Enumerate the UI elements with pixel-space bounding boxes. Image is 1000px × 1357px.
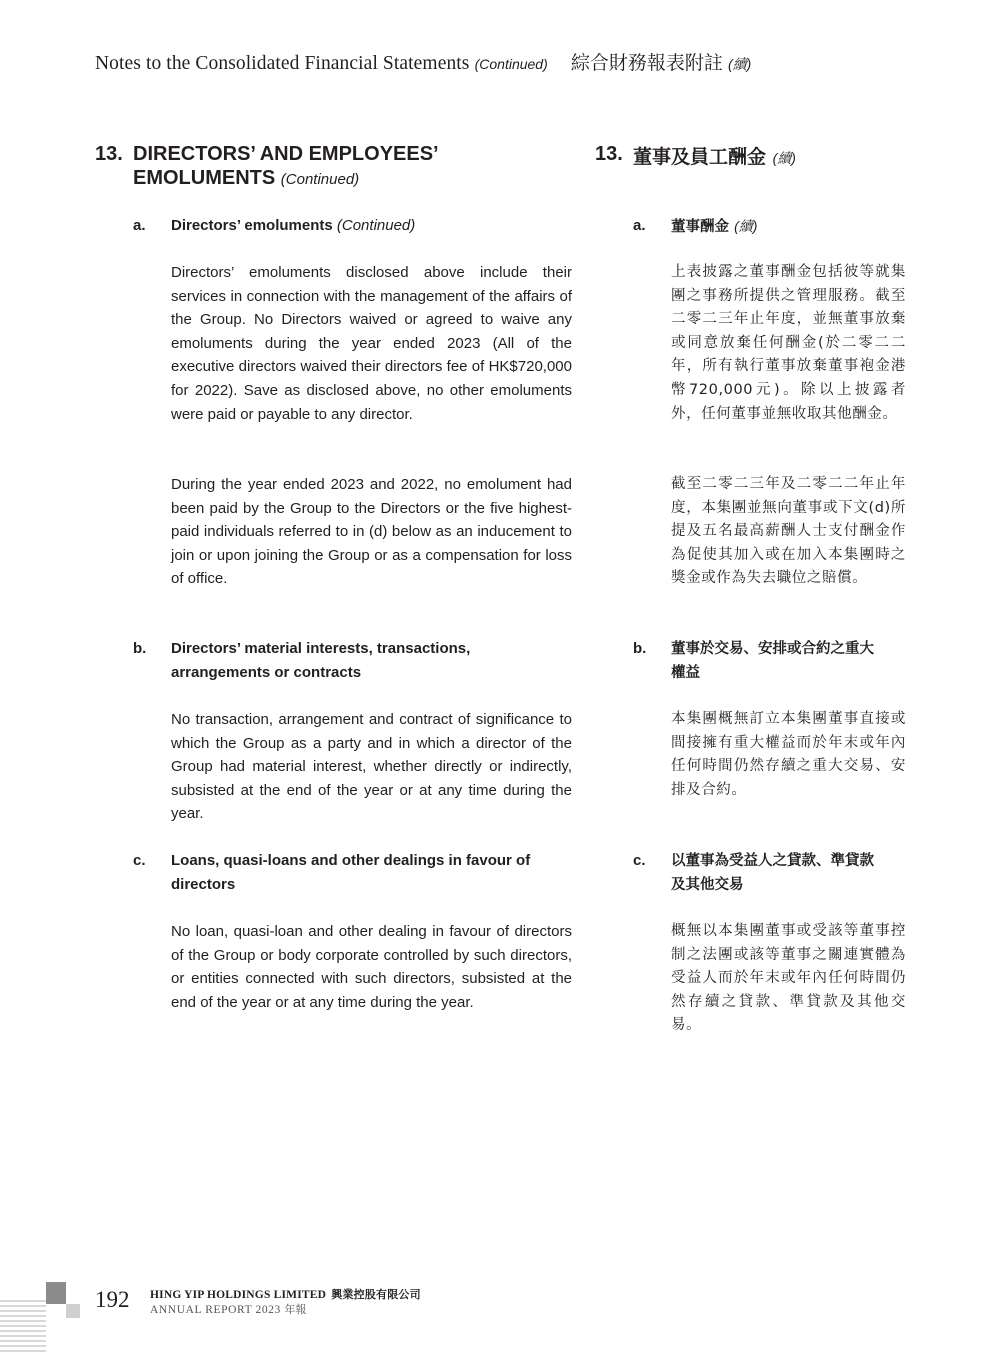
sub-b-letter: b.: [133, 640, 147, 657]
section-title: [133, 142, 439, 192]
sub-c-letter-zh: c.: [633, 852, 646, 869]
sub-c-heading-line1: Loans, quasi-loans and other dealings in favour of: [171, 852, 531, 869]
footer-report-title-zh: 年報: [284, 1303, 307, 1316]
section-title-line2-wrap: [133, 166, 439, 192]
footer-square-dark: [46, 1282, 66, 1304]
running-head-chinese: 綜合財務報表附註: [570, 52, 723, 74]
sub-a-paragraph-2-zh: 截至二零二三年及二零二二年止年度，本集團並無向董事或下文(d)所提及五名最高薪酬人士支付酬金作為促使其加入或在加入本集團時之獎金或作為失去職位之賠償。: [671, 476, 906, 587]
section-number: 13.: [95, 143, 123, 165]
sub-a-heading: Directors’ emoluments: [171, 217, 333, 234]
footer-company-name-zh: 興業控股有限公司: [331, 1288, 421, 1301]
page-number: 192: [95, 1287, 130, 1312]
sub-b-letter-zh: b.: [633, 640, 647, 657]
sub-b-paragraph: No transaction, arrangement and contract of significance to which the Group as a party and in which a director of the Group had material interest, whether directly or indirectly, subsisted at the end of the year or at any time during the year.: [171, 711, 572, 823]
footer-report-title: ANNUAL REPORT 2023: [150, 1304, 281, 1316]
sub-c-letter: c.: [133, 852, 146, 869]
sub-c-paragraph-zh: 概無以本集團董事或受該等董事控制之法團或該等董事之關連實體為受益人而於年末或年內任何時間仍然存續之貸款、準貸款及其他交易。: [671, 923, 906, 1034]
sub-c-heading: [171, 849, 530, 897]
section-title-zh-wrap: [633, 142, 796, 169]
sub-b-heading-zh-line2: 權益: [671, 665, 700, 681]
footer-stripes: [0, 1300, 46, 1352]
footer-company: [150, 1286, 421, 1302]
sub-a-continued-zh: (續): [734, 218, 758, 234]
running-head-continued: (Continued): [474, 56, 548, 72]
sub-c-heading-zh-line1: 以董事為受益人之貸款、準貸款: [671, 853, 874, 869]
sub-a-letter-zh: a.: [633, 217, 646, 234]
sub-c-heading-line2: directors: [171, 876, 236, 893]
sub-a-paragraph-1: Directors’ emoluments disclosed above include their services in connection with the management of the affairs of the Group. No Directors waived or agreed to waive any emoluments during the year ended 2023 (All of the executive directors waived their directors fee of HK$720,000 for 2022). Save as disclosed above, no other emoluments were paid or payable to any director.: [171, 264, 572, 423]
sub-b-heading: [171, 637, 470, 685]
running-head: [95, 48, 751, 75]
sub-b-heading-zh-line1: 董事於交易、安排或合約之重大: [671, 641, 874, 657]
sub-b-heading-line1: Directors’ material interests, transactions,: [171, 640, 471, 657]
footer-decoration: [0, 1282, 90, 1357]
sub-a-paragraph-1-zh: 上表披露之董事酬金包括彼等就集團之事務所提供之管理服務。截至二零二三年止年度，並無董事放棄或同意放棄任何酬金(於二零二二年，所有執行董事放棄董事袍金港幣720,000元)。除以上披露者外，任何董事並無收取其他酬金。: [671, 264, 906, 422]
sub-c-heading-zh-line2: 及其他交易: [671, 877, 744, 893]
sub-b-heading-line2: arrangements or contracts: [171, 664, 362, 681]
section-title-line2: EMOLUMENTS: [133, 167, 276, 189]
sub-c-heading-zh: [671, 849, 874, 897]
section-continued: (Continued): [280, 171, 360, 188]
sub-c-paragraph: No loan, quasi-loan and other dealing in favour of directors of the Group or body corporate controlled by such directors, or entities connected with such directors, subsisted at the end of the year or at any time during the year.: [171, 923, 572, 1011]
section-title-line1: DIRECTORS’ AND EMPLOYEES’: [133, 143, 439, 165]
section-continued-zh: (續): [772, 150, 796, 166]
section-number-zh: 13.: [595, 143, 623, 165]
running-head-english: Notes to the Consolidated Financial Statements: [95, 53, 470, 74]
footer-company-name: HING YIP HOLDINGS LIMITED: [150, 1289, 327, 1301]
sub-a-heading-zh-wrap: [671, 214, 757, 239]
footer-square-light: [66, 1304, 80, 1318]
section-title-zh: 董事及員工酬金: [633, 146, 767, 168]
sub-b-paragraph-zh: 本集團概無訂立本集團董事直接或間接擁有重大權益而於年末或年內任何時間仍然存續之重大交易、安排及合約。: [671, 711, 906, 798]
sub-a-paragraph-2: During the year ended 2023 and 2022, no emolument had been paid by the Group to the Directors or the five highest-paid individuals referred to in (d) below as an inducement to join or upon joining the Group or as a compensation for loss of office.: [171, 476, 572, 588]
sub-a-letter: a.: [133, 217, 146, 234]
sub-a-heading-wrap: [171, 214, 415, 238]
sub-a-heading-zh: 董事酬金: [671, 219, 729, 235]
sub-b-heading-zh: [671, 637, 874, 685]
footer-report: [150, 1301, 306, 1317]
running-head-chinese-continued: (續): [727, 56, 752, 72]
sub-a-continued: (Continued): [336, 217, 416, 234]
